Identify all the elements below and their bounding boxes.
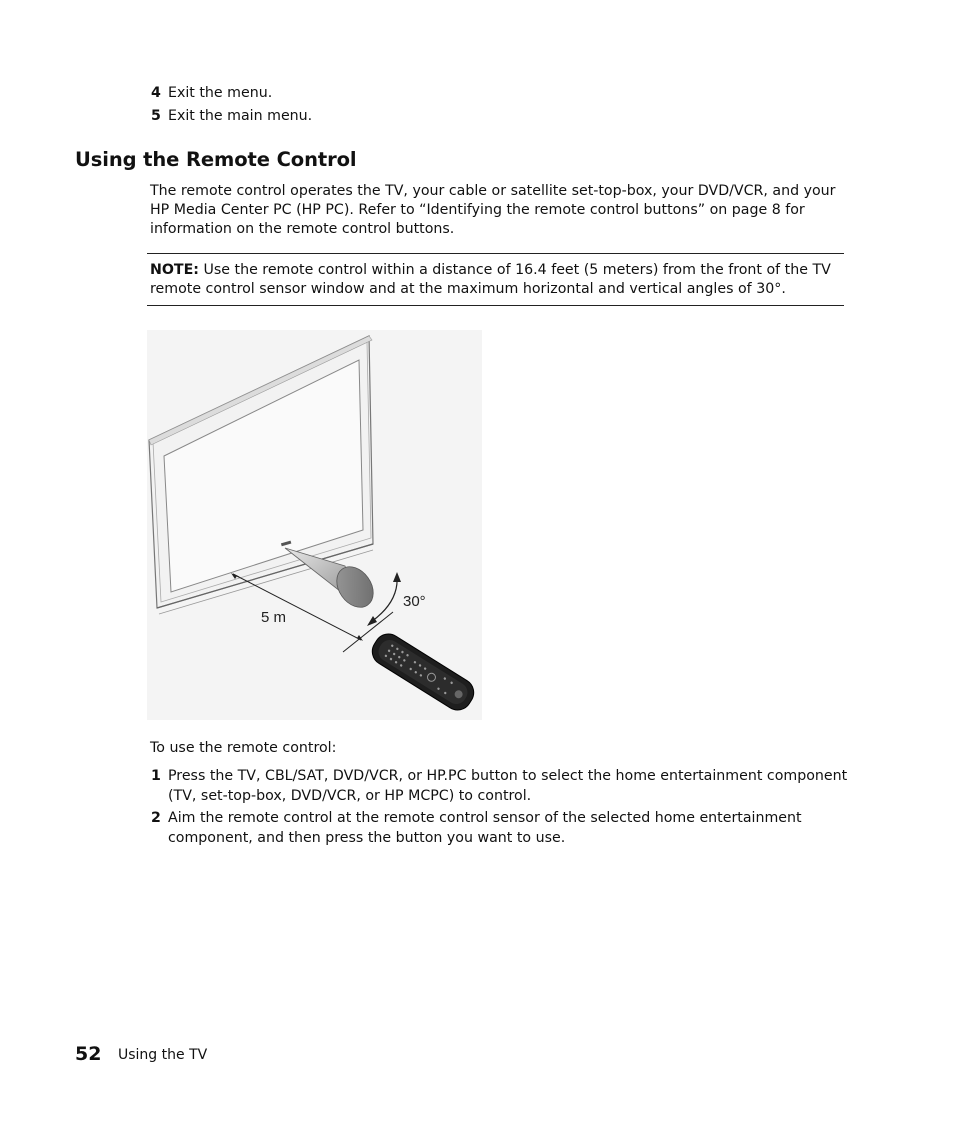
usage-intro: To use the remote control: [150,740,337,756]
note-bottom-rule [147,305,844,306]
step-number: 2 [151,810,161,826]
usage-step-2 [151,809,851,848]
illustration-svg [147,330,482,720]
note-label: NOTE: [150,262,199,278]
usage-step-1 [151,767,851,806]
step-number: 5 [151,108,161,124]
footer-section: Using the TV [118,1047,208,1063]
distance-label: 5 m [261,609,287,626]
step-number: 4 [151,85,161,101]
intro-paragraph: The remote control operates the TV, your cable or satellite set-top-box, your DVD/VCR, and your HP Media Center PC (HP PC). Refer to “Identifying the remote control buttons” on page 8 for information on the remote control buttons. [150,183,836,237]
angle-label: 30° [403,593,426,610]
step-text: Aim the remote control at the remote control sensor of the selected home entertainment component, and then press the button you want to use. [168,810,802,846]
remote-range-illustration [147,330,482,720]
step-4 [151,84,272,103]
step-5 [151,107,312,126]
section-title: Using the Remote Control [75,148,357,171]
step-text: Exit the menu. [168,85,273,101]
page-number: 52 [75,1043,102,1065]
step-text: Press the TV, CBL/SAT, DVD/VCR, or HP.PC button to select the home entertainment component (TV, set-top-box, DVD/VCR, or HP MCPC) to control. [168,768,848,804]
step-number: 1 [151,768,161,784]
note-text: Use the remote control within a distance of 16.4 feet (5 meters) from the front of the TV remote control sensor window and at the maximum horizontal and vertical angles of 30°. [150,262,831,297]
note [150,261,850,299]
step-text: Exit the main menu. [168,108,313,124]
note-top-rule [147,253,844,254]
